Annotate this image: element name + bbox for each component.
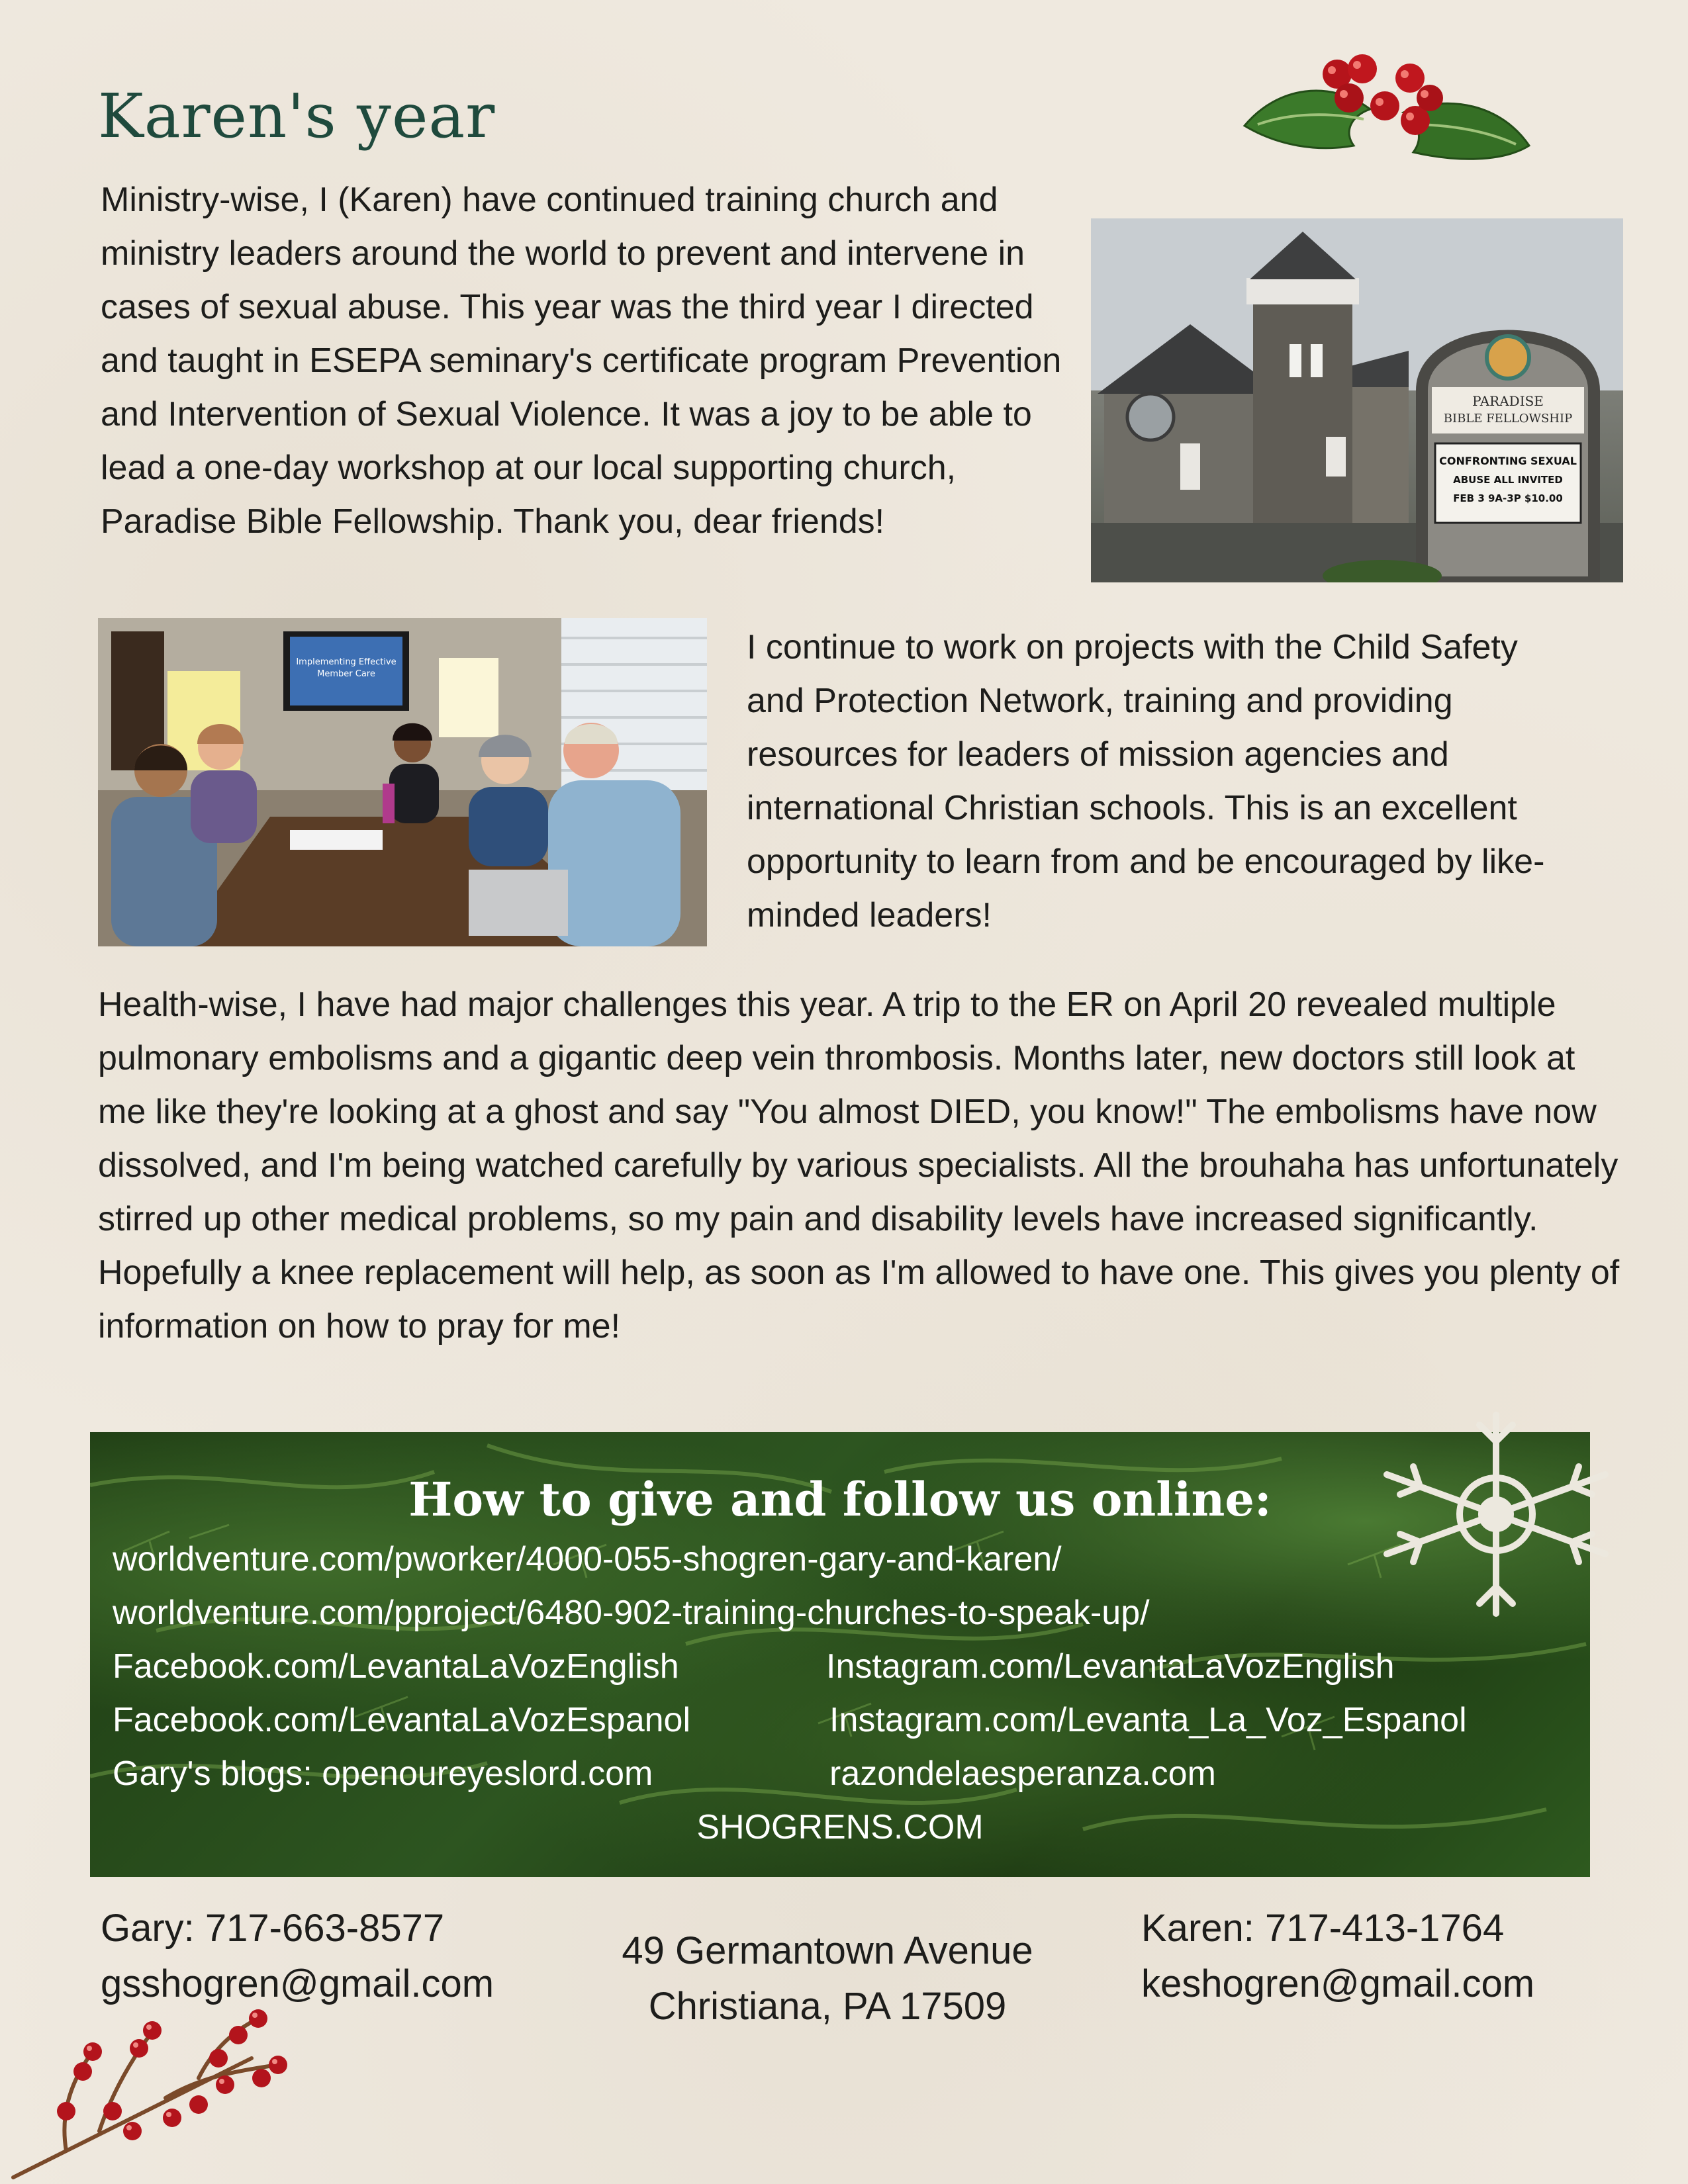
church-sign-line3: FEB 3 9A-3P $10.00 <box>1453 492 1563 504</box>
instagram-english-link[interactable]: Instagram.com/LevantaLaVozEnglish <box>826 1647 1395 1686</box>
child-safety-paragraph: I continue to work on projects with the Child Safety and Protection Network, training and providing resources for leaders of mission agencies and international Christian schools. This is an excellent opportunity to learn from and be encouraged by like-minded leaders! <box>747 628 1545 934</box>
screen-line1: Implementing Effective <box>296 657 397 667</box>
facebook-spanish-link[interactable]: Facebook.com/LevantaLaVozEspanol <box>113 1701 691 1739</box>
karen-phone: Karen: 717-413-1764 <box>1141 1907 1505 1950</box>
worldventure-project-link[interactable]: worldventure.com/pproject/6480-902-training-churches-to-speak-up/ <box>113 1594 1150 1632</box>
berry-branch-icon <box>0 1979 331 2184</box>
give-follow-section <box>90 1432 1590 1877</box>
church-sign-name1: PARADISE <box>1472 393 1544 409</box>
facebook-english-link[interactable]: Facebook.com/LevantaLaVozEnglish <box>113 1647 679 1686</box>
razon-blog-link[interactable]: razondelaesperanza.com <box>829 1754 1216 1793</box>
address-line2: Christiana, PA 17509 <box>648 1985 1007 2028</box>
church-sign-name2: BIBLE FELLOWSHIP <box>1443 412 1573 426</box>
address-line1: 49 Germantown Avenue <box>622 1929 1033 1972</box>
gary-email[interactable]: gsshogren@gmail.com <box>101 1962 494 2005</box>
screen-line2: Member Care <box>317 669 375 679</box>
meeting-photo <box>98 618 707 946</box>
church-photo <box>1091 218 1623 582</box>
holly-icon <box>1238 46 1536 179</box>
ministry-paragraph: Ministry-wise, I (Karen) have continued training church and ministry leaders around the world to prevent and intervene in cases of sexual abuse. This year was the third year I directed and taught in ESEPA seminary's certificate program Prevention and Intervention of Sexual Violence. It was a joy to be able to lead a one-day workshop at our local supporting church, Paradise Bible Fellowship. Thank you, dear friends! <box>101 181 1062 541</box>
church-sign-line1: CONFRONTING SEXUAL <box>1439 455 1577 467</box>
health-paragraph: Health-wise, I have had major challenges this year. A trip to the ER on April 20 revealed multiple pulmonary embolisms and a gigantic deep vein thrombosis. Months later, new doctors still look at me like they're looking at a ghost and say "You almost DIED, you know!" The embolisms have now dissolved, and I'm being watched carefully by various specialists. All the brouhaha has unfortunately stirred up other medical problems, so my pain and disability levels have increased significantly. Hopefully a knee replacement will help, as soon as I'm allowed to have one. This gives you plenty of information on how to pray for me! <box>98 985 1620 1345</box>
gary-blogs-link[interactable]: Gary's blogs: openoureyeslord.com <box>113 1754 653 1793</box>
shogrens-site-link[interactable]: SHOGRENS.COM <box>696 1808 984 1846</box>
snowflake-icon <box>1370 1402 1622 1627</box>
page-title: Karen's year <box>98 81 496 152</box>
church-sign-line2: ABUSE ALL INVITED <box>1453 474 1563 486</box>
karen-email[interactable]: keshogren@gmail.com <box>1141 1962 1535 2005</box>
worldventure-worker-link[interactable]: worldventure.com/pworker/4000-055-shogren-gary-and-karen/ <box>113 1540 1062 1578</box>
instagram-spanish-link[interactable]: Instagram.com/Levanta_La_Voz_Espanol <box>829 1701 1467 1739</box>
give-title: How to give and follow us online: <box>408 1472 1272 1527</box>
gary-phone: Gary: 717-663-8577 <box>101 1907 445 1950</box>
